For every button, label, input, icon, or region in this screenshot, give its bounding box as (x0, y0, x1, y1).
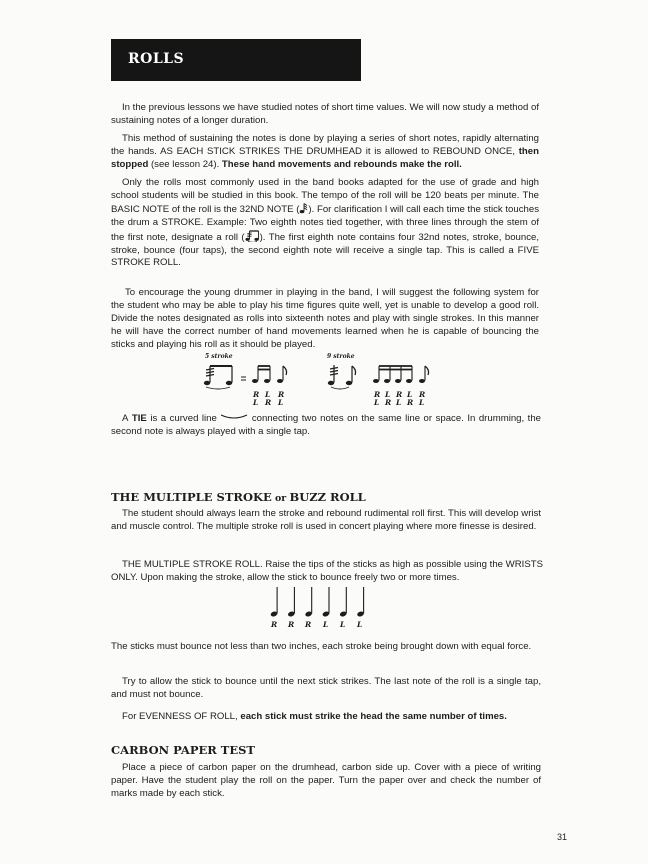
paragraph-tie-text-a: A (122, 413, 129, 424)
sticking-letter: R (419, 390, 426, 399)
paragraph-tie-text-b: is a curved line (146, 413, 217, 424)
paragraph-rolls-text-a: Only the rolls most commonly used in the band books adapted for the use of grade and high school students will be studied in this book. The tempo of the roll will be 120 beats per minute. The BASIC NOTE of the roll is the 32ND NOTE ( (111, 177, 539, 215)
sticking-letter: R (278, 390, 285, 399)
paragraph-encourage (111, 287, 539, 352)
buzz-roll-notation (268, 584, 378, 632)
sticking-letter: L (278, 398, 284, 407)
nine-stroke-label: 9 stroke (327, 353, 355, 360)
sticking-letter: R (385, 398, 392, 407)
sticking-letter: R (253, 390, 260, 399)
heading-carbon-paper-test (111, 743, 255, 757)
paragraph-rudimental (111, 508, 541, 534)
paragraph-evenness-text: For EVENNESS OF ROLL, (122, 711, 238, 722)
sticking-letter: R (288, 620, 295, 629)
nine-stroke-roll-figure (325, 360, 460, 392)
sticking-letter: L (374, 398, 380, 407)
paragraph-multiple-stroke-text: THE MULTIPLE STROKE ROLL. Raise the tips of the sticks as high as possible using the WRISTS ONLY. Upon making the stroke, allow the stick to bounce freely two or more times. (111, 559, 543, 583)
paragraph-tie-text-c: connecting two notes on the same line or space. In drumming, the second note is always played with a single tap. (111, 413, 541, 437)
heading-carbon-text: CARBON PAPER TEST (111, 743, 255, 757)
sticking-letter: L (396, 398, 402, 407)
paragraph-multiple-stroke (111, 559, 543, 585)
paragraph-sustaining-text-a: This method of sustaining the notes is done by playing a series of short notes, rapidly alternating the hands. AS EACH STICK STRIKES THE DRUMHEAD it is allowed to REBOUND ONCE, (111, 133, 539, 157)
sticking-letter: R (305, 620, 312, 629)
roll-notation-example (200, 352, 460, 407)
page-title: ROLLS (128, 51, 185, 67)
page-number: 31 (557, 832, 568, 842)
sticking-letter: R (396, 390, 403, 399)
paragraph-sustaining-bold-b: These hand movements and rebounds make the roll. (219, 158, 462, 170)
sticking-letter: L (265, 390, 271, 399)
paragraph-rudimental-text: The student should always learn the stroke and rebound rudimental roll first. This will develop wrist and muscle control. The multiple stroke roll is used in concert playing where more finesse is desired. (111, 508, 541, 532)
sticking-letter: L (340, 620, 346, 629)
paragraph-encourage-text: To encourage the young drummer in playing in the band, I will suggest the following system for the student who may be able to play his time figures quite well, yet is unable to develop a good roll. Divide the notes designated as rolls into sixteenth notes and play with single strokes. In this manner he will have the correct number of hand movements learned when he is capable of bouncing the sticks and playing his roll as it should be played. (111, 287, 539, 350)
paragraph-evenness (111, 711, 541, 724)
paragraph-next-stick-text: Try to allow the stick to bounce until the next stick strikes. The last note of the roll is a single tap, and must not bounce. (111, 676, 541, 700)
sticking-letter: L (253, 398, 259, 407)
sticking-letter: R (271, 620, 278, 629)
paragraph-next-stick (111, 676, 541, 702)
sticking-letter: L (419, 398, 425, 407)
sticking-letter: L (323, 620, 329, 629)
paragraph-sustaining-bold-a: then stopped (111, 145, 539, 170)
sticking-letter: R (265, 398, 272, 407)
paragraph-rolls-text-b: ). For clarification I will call each time the stick touches the drum a STROKE. Example: Two eighth notes tied together, with three lines through the stem of the first note, designate a roll ( (111, 203, 539, 243)
sticking-letter: L (385, 390, 391, 399)
paragraph-tie (111, 413, 541, 439)
paragraph-rolls-text-c: ). The first eighth note contains four 32nd notes, stroke, bounce, stroke, bounce (four taps), the second eighth note will receive a single tap. This is called a FIVE STROKE ROLL. (111, 231, 539, 269)
paragraph-carbon-text: Place a piece of carbon paper on the drumhead, carbon side up. Cover with a piece of writing paper. Have the student play the roll on the paper. Turn the paper over and check the number of marks made by each stick. (111, 762, 541, 799)
paragraph-intro (111, 102, 539, 128)
heading-multiple-text-a: THE MULTIPLE STROKE (111, 490, 272, 504)
paragraph-sustaining-text-b: (see lesson 24). (148, 158, 220, 170)
paragraph-carbon (111, 762, 541, 801)
sticking-letter: L (407, 390, 413, 399)
heading-multiple-stroke-roll (111, 490, 366, 504)
five-stroke-roll-symbol-icon (245, 230, 260, 242)
paragraph-bounce (111, 641, 541, 654)
buzz-roll-notes (268, 584, 378, 620)
sticking-letter: R (407, 398, 414, 407)
tie-curve-icon (220, 414, 248, 420)
heading-multiple-text-or: or (271, 493, 290, 504)
paragraph-bounce-text: The sticks must bounce not less than two inches, each stroke being brought down with equal force. (111, 641, 532, 652)
paragraph-sustaining (111, 133, 539, 172)
paragraph-rolls (111, 177, 539, 270)
paragraph-intro-text: In the previous lessons we have studied notes of short time values. We will now study a method of sustaining notes of a longer duration. (111, 102, 539, 126)
title-banner (111, 39, 361, 81)
paragraph-evenness-bold: each stick must strike the head the same number of times. (237, 711, 507, 722)
five-stroke-label: 5 stroke (205, 353, 233, 360)
five-stroke-roll-figure (200, 360, 320, 392)
paragraph-tie-bold: TIE (128, 413, 147, 424)
sticking-letter: L (357, 620, 363, 629)
heading-multiple-text-b: BUZZ ROLL (289, 490, 366, 504)
sticking-letter: R (374, 390, 381, 399)
